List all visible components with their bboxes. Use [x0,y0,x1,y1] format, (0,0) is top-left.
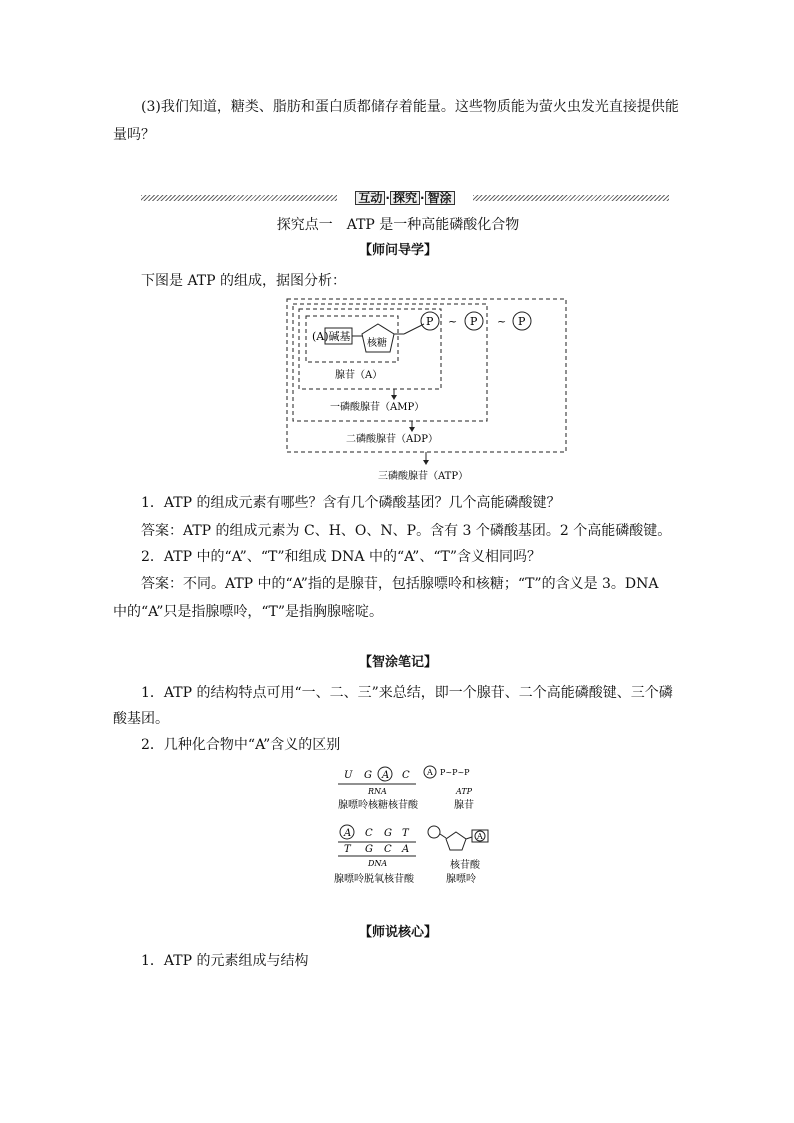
dna-top-4: T [402,828,409,839]
rna-letter-1: U [344,770,353,781]
atp-mini-label: ATP [456,787,473,796]
rna-letter-3: A [382,770,390,781]
phosphate-3-label: P [518,315,526,328]
core-point-1: 1．ATP 的元素组成与结构 [141,953,309,969]
nucleotide-sugar [446,832,466,850]
high-energy-bond-1: ~ [448,315,458,328]
rna-letter-4: C [402,770,410,781]
dna-bottom-3: C [384,844,392,855]
ribose-label: 核糖 [367,338,387,349]
nucleotide-mini [428,826,488,885]
nucleotide-label: 核苷酸 [450,860,480,871]
answer-2-line1: 答案：不同。ATP 中的“A”指的是腺苷，包括腺嘌呤和核糖；“T”的含义是 3。DNA [141,576,659,592]
dna-top-3: G [384,828,392,839]
banner-word-3: 智涂 [425,191,455,205]
atp-structure-diagram [284,296,570,486]
guide-heading: 【师问导学】 [358,243,437,258]
atp-caption: 腺苷 [454,800,474,811]
guide-intro: 下图是 ATP 的组成，据图分析： [141,273,347,289]
high-energy-bond-2: ~ [497,315,507,328]
answer-2-line2: 中的“A”只是指腺嘌呤，“T”是指胸腺嘧啶。 [113,604,384,620]
dna-top-2: C [365,828,373,839]
amp-label: 一磷酸腺苷（AMP） [330,402,425,413]
phosphate-2-label: P [470,315,478,328]
a-meaning-comparison-diagram [330,762,510,896]
nucleotide-caption: 腺嘌呤 [446,874,476,885]
dna-caption: 腺嘌呤脱氧核苷酸 [334,874,414,885]
atp-mini [424,766,474,811]
rna-letter-2: G [364,770,372,781]
question-3-line2: 量吗？ [113,127,155,143]
dna-bottom-2: G [365,844,373,855]
dna-strand [334,825,416,885]
dna-top-1: A [344,828,352,839]
phosphate-1-label: P [426,315,434,328]
banner-label: 互动 · 探究 · 智涂 [341,190,469,206]
adp-label: 二磷酸腺苷（ADP） [346,434,438,445]
nucleotide-base-letter: A [477,832,483,841]
atp-formula: P~P~P [440,768,470,777]
banner-word-1: 互动 [355,191,385,205]
adenosine-label: 腺苷（A） [335,370,383,381]
core-heading: 【师说核心】 [358,925,437,940]
section-title: 探究点一 ATP 是一种高能磷酸化合物 [276,217,520,233]
rna-strand [338,767,419,811]
answer-1: 答案：ATP 的组成元素为 C、H、O、N、P。含有 3 个磷酸基团。2 个高能磷酸键。 [141,523,672,539]
note-1-line2: 酸基团。 [113,711,169,727]
note-1-line1: 1．ATP 的结构特点可用“一、二、三”来总结，即一个腺苷、二个高能磷酸键、三个磷 [141,685,673,701]
atp-a-letter: A [427,768,433,777]
base-label: (A)碱基 [312,330,351,343]
banner-hatch-left [141,195,337,201]
question-2: 2．ATP 中的“A”、“T”和组成 DNA 中的“A”、“T”含义相同吗？ [141,549,541,565]
nucleotide-phosphate [428,826,440,838]
note-2: 2．几种化合物中“A”含义的区别 [141,737,341,753]
question-1: 1．ATP 的组成元素有哪些？含有几个磷酸基团？几个高能磷酸键？ [141,495,561,511]
question-3-line1: (3)我们知道，糖类、脂肪和蛋白质都储存着能量。这些物质能为萤火虫发光直接提供能 [141,99,679,115]
rna-label: RNA [368,787,387,796]
dna-label: DNA [368,859,388,868]
atp-label: 三磷酸腺苷（ATP） [378,471,469,482]
banner-word-2: 探究 [390,191,420,205]
banner-hatch-right [473,195,669,201]
dna-bottom-4: A [402,844,410,855]
section-banner [141,190,669,206]
dna-bottom-1: T [344,844,351,855]
notes-heading: 【智涂笔记】 [358,655,437,670]
rna-caption: 腺嘌呤核糖核苷酸 [338,800,418,811]
